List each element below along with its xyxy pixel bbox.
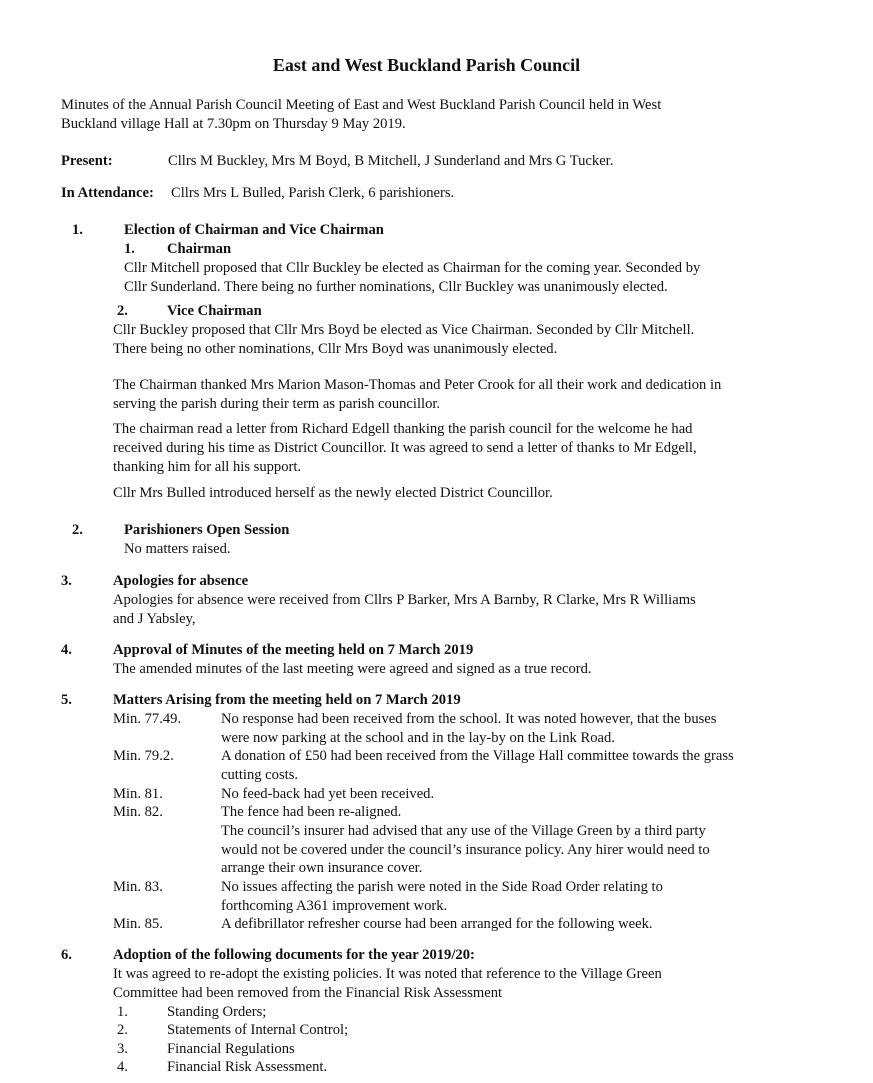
text-line: The chairman read a letter from Richard Edgell thanking the parish council for the welcome he had bbox=[113, 421, 693, 437]
minute-text: No response had been received from the school. It was noted however, that the buses bbox=[221, 711, 717, 727]
intro-line-1: Minutes of the Annual Parish Council Meeting of East and West Buckland Parish Council held in West bbox=[61, 97, 662, 113]
text-line: Cllr Buckley proposed that Cllr Mrs Boyd be elected as Vice Chairman. Seconded by Cllr Mitchell. bbox=[113, 322, 695, 338]
minute-ref: Min. 77.49. bbox=[113, 711, 182, 727]
text-line: No matters raised. bbox=[124, 541, 231, 557]
minute-ref: Min. 79.2. bbox=[113, 748, 174, 764]
list-number: 2. bbox=[117, 1022, 128, 1038]
list-number: 3. bbox=[117, 1041, 128, 1057]
subitem-heading: Chairman bbox=[167, 241, 232, 257]
text-line: Cllr Mrs Bulled introduced herself as the newly elected District Councillor. bbox=[113, 485, 553, 501]
list-number: 4. bbox=[117, 1059, 128, 1075]
intro-line-2: Buckland village Hall at 7.30pm on Thursday 9 May 2019. bbox=[61, 116, 406, 132]
minute-text: The fence had been re-aligned. bbox=[221, 804, 402, 820]
list-item: Standing Orders; bbox=[167, 1004, 267, 1020]
text-line: Apologies for absence were received from Cllrs P Barker, Mrs A Barnby, R Clarke, Mrs R Williams bbox=[113, 592, 696, 608]
item-number: 6. bbox=[61, 947, 72, 963]
subitem-heading: Vice Chairman bbox=[167, 303, 262, 319]
minute-text: arrange their own insurance cover. bbox=[221, 860, 423, 876]
item-number: 3. bbox=[61, 573, 72, 589]
list-item: Financial Risk Assessment. bbox=[167, 1059, 328, 1075]
minute-text: No issues affecting the parish were noted in the Side Road Order relating to bbox=[221, 879, 663, 895]
subitem-number: 1. bbox=[124, 241, 135, 257]
item-number: 2. bbox=[72, 522, 83, 538]
text-line: There being no other nominations, Cllr Mrs Boyd was unanimously elected. bbox=[113, 341, 558, 357]
present-label: Present: bbox=[61, 153, 113, 169]
text-line: The Chairman thanked Mrs Marion Mason-Thomas and Peter Crook for all their work and dedication in bbox=[113, 377, 722, 393]
text-line: It was agreed to re-adopt the existing policies. It was noted that reference to the Village Green bbox=[113, 966, 662, 982]
text-line: received during his time as District Councillor. It was agreed to send a letter of thanks to Mr Edgell, bbox=[113, 440, 697, 456]
minute-text: No feed-back had yet been received. bbox=[221, 786, 435, 802]
item-heading: Matters Arising from the meeting held on 7 March 2019 bbox=[113, 692, 461, 708]
minute-text: forthcoming A361 improvement work. bbox=[221, 898, 448, 914]
list-item: Financial Regulations bbox=[167, 1041, 295, 1057]
minute-text: were now parking at the school and in the lay-by on the Link Road. bbox=[221, 730, 615, 746]
item-number: 1. bbox=[72, 222, 83, 238]
text-line: serving the parish during their term as parish councillor. bbox=[113, 396, 441, 412]
minute-ref: Min. 81. bbox=[113, 786, 163, 802]
minute-ref: Min. 85. bbox=[113, 916, 163, 932]
minute-text: would not be covered under the council’s insurance policy. Any hirer would need to bbox=[221, 842, 710, 858]
text-line: Cllr Mitchell proposed that Cllr Buckley be elected as Chairman for the coming year. Seconded by bbox=[124, 260, 701, 276]
subitem-number: 2. bbox=[117, 303, 128, 319]
present-value: Cllrs M Buckley, Mrs M Boyd, B Mitchell, J Sunderland and Mrs G Tucker. bbox=[168, 153, 614, 169]
text-line: thanking him for all his support. bbox=[113, 459, 302, 475]
list-item: Statements of Internal Control; bbox=[167, 1022, 349, 1038]
minute-ref: Min. 83. bbox=[113, 879, 163, 895]
item-heading: Apologies for absence bbox=[113, 573, 249, 589]
item-number: 5. bbox=[61, 692, 72, 708]
minute-text: cutting costs. bbox=[221, 767, 299, 783]
list-number: 1. bbox=[117, 1004, 128, 1020]
item-heading: Election of Chairman and Vice Chairman bbox=[124, 222, 384, 238]
minute-text: A defibrillator refresher course had been arranged for the following week. bbox=[221, 916, 653, 932]
item-heading: Adoption of the following documents for the year 2019/20: bbox=[113, 947, 475, 963]
minute-text: The council’s insurer had advised that any use of the Village Green by a third party bbox=[221, 823, 706, 839]
item-heading: Approval of Minutes of the meeting held on 7 March 2019 bbox=[113, 642, 474, 658]
text-line: Committee had been removed from the Financial Risk Assessment bbox=[113, 985, 503, 1001]
item-heading: Parishioners Open Session bbox=[124, 522, 290, 538]
text-line: and J Yabsley, bbox=[113, 611, 196, 627]
minute-text: A donation of £50 had been received from the Village Hall committee towards the grass bbox=[221, 748, 734, 764]
text-line: Cllr Sunderland. There being no further nominations, Cllr Buckley was unanimously elected. bbox=[124, 279, 668, 295]
text-line: The amended minutes of the last meeting were agreed and signed as a true record. bbox=[113, 661, 592, 677]
page-title: East and West Buckland Parish Council bbox=[272, 55, 581, 75]
item-number: 4. bbox=[61, 642, 72, 658]
attendance-value: Cllrs Mrs L Bulled, Parish Clerk, 6 parishioners. bbox=[171, 185, 455, 201]
minute-ref: Min. 82. bbox=[113, 804, 163, 820]
attendance-label: In Attendance: bbox=[61, 185, 154, 201]
